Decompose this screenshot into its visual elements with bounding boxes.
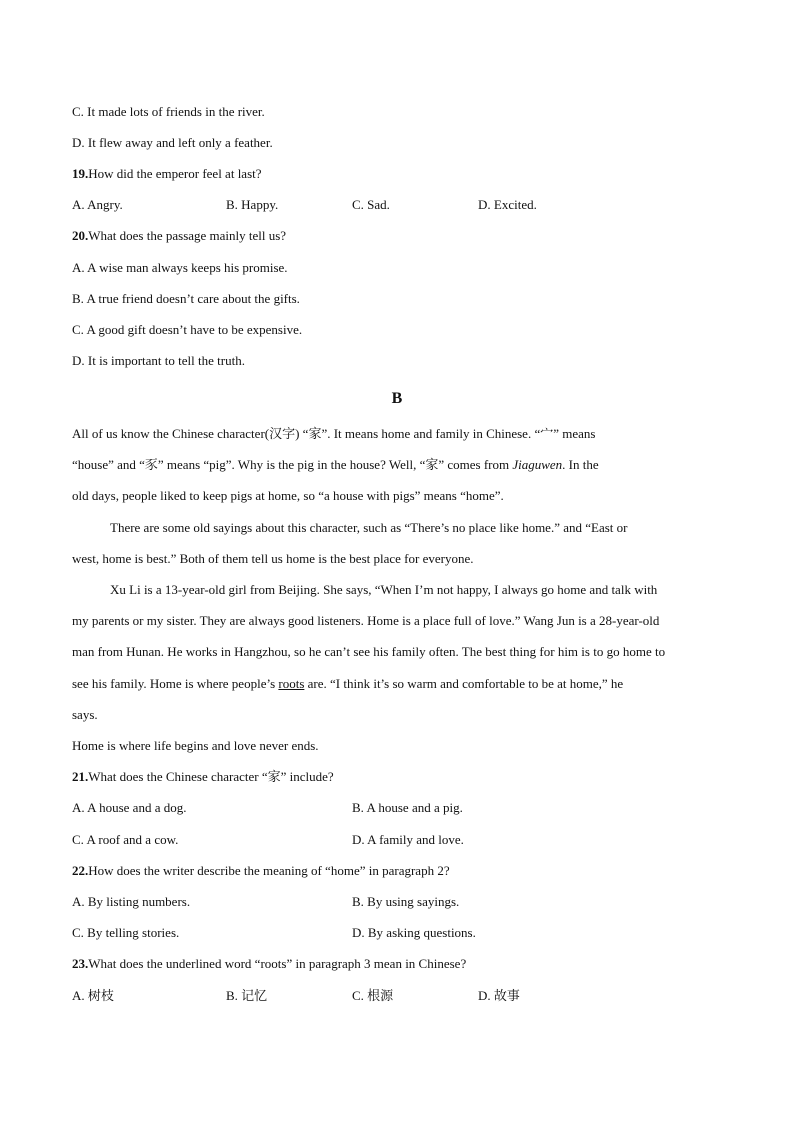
passage-p1-line3: old days, people liked to keep pigs at home, so “a house with pigs” means “home”. bbox=[72, 488, 504, 503]
q18-option-d: D. It flew away and left only a feather. bbox=[72, 135, 273, 150]
passage-p2-line2: west, home is best.” Both of them tell us home is the best place for everyone. bbox=[72, 551, 474, 566]
passage-p2-line1: There are some old sayings about this character, such as “There’s no place like home.” and “East or bbox=[110, 520, 628, 535]
underlined-word-roots: roots bbox=[278, 676, 305, 691]
passage-jiaguwen: Jiaguwen bbox=[512, 457, 563, 472]
q18-option-c: C. It made lots of friends in the river. bbox=[72, 104, 265, 119]
q21-option-d: D. A family and love. bbox=[352, 832, 464, 847]
passage-p3-line2: my parents or my sister. They are always good listeners. Home is a place full of love.” Wang Jun is a 28-year-old bbox=[72, 613, 660, 628]
q19-option-c: C. Sad. bbox=[352, 197, 390, 212]
q21-number: 21. bbox=[72, 769, 89, 784]
q21-option-c: C. A roof and a cow. bbox=[72, 832, 179, 847]
q20-text: What does the passage mainly tell us? bbox=[88, 228, 287, 243]
passage-p1-line1: All of us know the Chinese character(汉字) “家”. It means home and family in Chinese. “宀” means bbox=[72, 426, 596, 441]
q19-text: How did the emperor feel at last? bbox=[88, 166, 262, 181]
passage-p3-line5: says. bbox=[72, 707, 98, 722]
passage-p4: Home is where life begins and love never ends. bbox=[72, 738, 319, 753]
q19-stem bbox=[72, 166, 262, 182]
q22-option-c: C. By telling stories. bbox=[72, 925, 180, 940]
q22-option-a: A. By listing numbers. bbox=[72, 894, 191, 909]
q20-option-c: C. A good gift doesn’t have to be expensive. bbox=[72, 322, 303, 337]
q23-option-b: B. 记忆 bbox=[226, 988, 268, 1003]
q22-number: 22. bbox=[72, 863, 89, 878]
q19-option-b: B. Happy. bbox=[226, 197, 279, 212]
q22-text: How does the writer describe the meaning of “home” in paragraph 2? bbox=[88, 863, 450, 878]
q20-option-a: A. A wise man always keeps his promise. bbox=[72, 260, 288, 275]
passage-p3-line4 bbox=[72, 676, 623, 692]
q22-option-b: B. By using sayings. bbox=[352, 894, 460, 909]
q19-number: 19. bbox=[72, 166, 89, 181]
q21-text: What does the Chinese character “家” include? bbox=[88, 769, 334, 784]
q22-option-d: D. By asking questions. bbox=[352, 925, 476, 940]
q23-stem bbox=[72, 956, 466, 972]
q23-option-a: A. 树枝 bbox=[72, 988, 114, 1003]
q23-number: 23. bbox=[72, 956, 89, 971]
passage-p3-line4-end: are. “I think it’s so warm and comfortable to be at home,” he bbox=[304, 676, 624, 691]
q19-option-d: D. Excited. bbox=[478, 197, 537, 212]
passage-p1-line2 bbox=[72, 457, 599, 473]
q21-option-a: A. A house and a dog. bbox=[72, 800, 187, 815]
q23-option-c: C. 根源 bbox=[352, 988, 394, 1003]
q22-stem bbox=[72, 863, 450, 879]
passage-p3-line3: man from Hunan. He works in Hangzhou, so he can’t see his family often. The best thing for him is to go home to bbox=[72, 644, 666, 659]
section-title: B bbox=[391, 390, 403, 407]
passage-p3-line1: Xu Li is a 13-year-old girl from Beijing. She says, “When I’m not happy, I always go home and talk with bbox=[110, 582, 658, 597]
q20-stem bbox=[72, 228, 286, 244]
q23-option-d: D. 故事 bbox=[478, 988, 520, 1003]
q20-option-b: B. A true friend doesn’t care about the gifts. bbox=[72, 291, 300, 306]
passage-p1-line2-end: . In the bbox=[562, 457, 599, 472]
q20-option-d: D. It is important to tell the truth. bbox=[72, 353, 245, 368]
q23-text: What does the underlined word “roots” in paragraph 3 mean in Chinese? bbox=[88, 956, 467, 971]
passage-p1-line2-text: “house” and “豕” means “pig”. Why is the pig in the house? Well, “家” comes from bbox=[72, 457, 513, 472]
q19-option-a: A. Angry. bbox=[72, 197, 123, 212]
q21-stem bbox=[72, 769, 334, 785]
q21-option-b: B. A house and a pig. bbox=[352, 800, 463, 815]
passage-p3-line4-text: see his family. Home is where people’s bbox=[72, 676, 279, 691]
q20-number: 20. bbox=[72, 228, 89, 243]
